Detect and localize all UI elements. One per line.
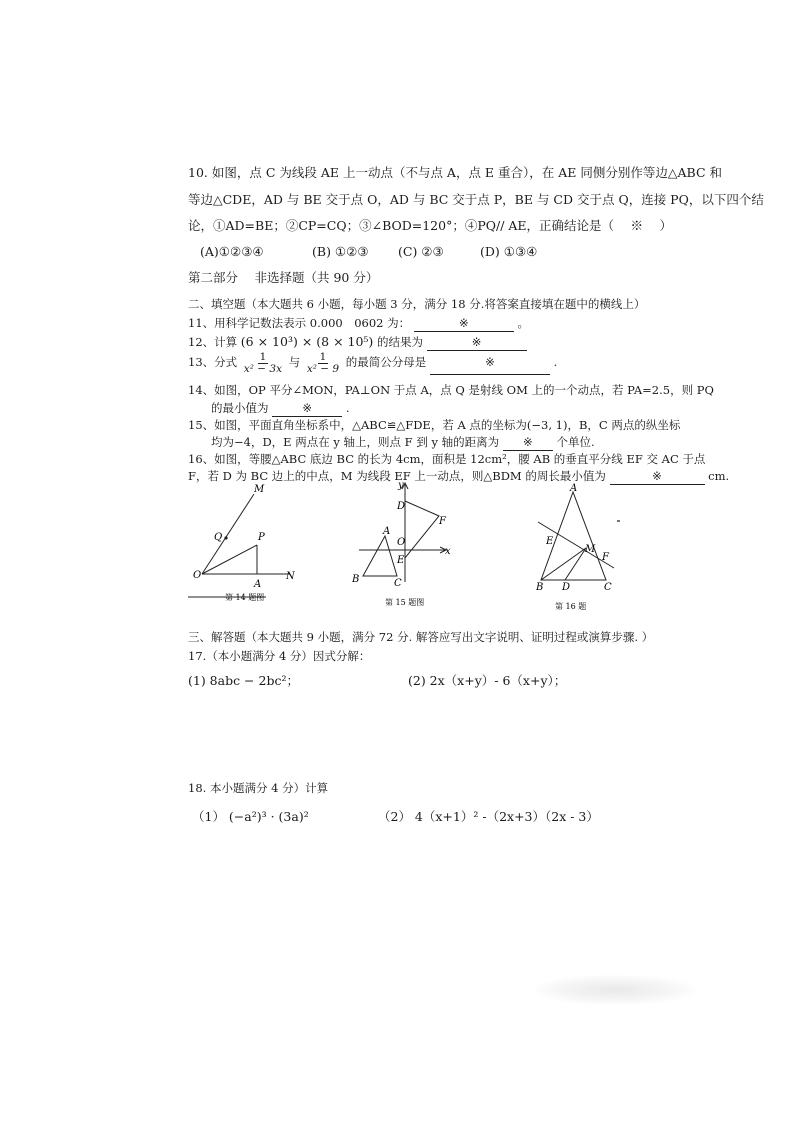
q18-part-1: （1） (−a²)³ · (3a)² [192, 809, 309, 824]
q18-title: 18. 本小题满分 4 分）计算 [188, 781, 329, 795]
q10-line-3: 论，①AD=BE；②CP=CQ；③∠BOD=120°；④PQ// AE，正确结论是（ ※ ） [188, 218, 672, 233]
triangle-abc [363, 536, 397, 576]
point-q [224, 536, 227, 539]
label-a: A [383, 526, 391, 537]
label-f: F [602, 552, 609, 563]
q15-line-1: 15、如图，平面直角坐标系中，△ABC≌△FDE，若 A 点的坐标为(−3, 1)，B，C 两点的纵坐标 [188, 418, 681, 432]
figure-16 [528, 480, 628, 615]
section2-title: 二、填空题（本大题共 6 小题，每小题 3 分，满分 18 分.将答案直接填在题中的横线上） [188, 297, 646, 311]
q17-part-1: (1) 8abc − 2bc²； [188, 673, 299, 688]
q14-end: . [345, 401, 350, 415]
label-o: O [397, 537, 406, 548]
q12-answer-blank[interactable]: ※ [427, 334, 527, 351]
q14-answer-blank[interactable]: ※ [272, 400, 342, 417]
q13-frac2-numerator: 1 [319, 350, 327, 363]
q13-answer-blank[interactable]: ※ [430, 350, 550, 375]
fig14-caption: 第 14 题图 [225, 593, 265, 602]
q17-title: 17.（本小题满分 4 分）因式分解： [188, 649, 371, 663]
section3-title: 三、解答题（本大题共 9 小题，满分 72 分. 解答应写出文字说明、证明过程或演算步骤. ） [188, 630, 654, 644]
q10-option-b[interactable]: (B) ①②③ [312, 244, 369, 259]
q12-expression: (6 × 10³) × (8 × 10⁵) [240, 334, 374, 349]
q14-line-1: 14、如图，OP 平分∠MON，PA⊥ON 于点 A，点 Q 是射线 OM 上的一个动点，若 PA=2.5，则 PQ [188, 383, 714, 397]
label-p: P [258, 532, 265, 543]
fig15-caption: 第 15 题图 [385, 598, 425, 607]
label-a: A [254, 579, 262, 590]
label-m: M [585, 544, 596, 555]
q17-part-2: (2) 2x（x+y）- 6（x+y）； [408, 673, 567, 688]
q13-end: . [553, 355, 558, 369]
label-b: B [536, 582, 544, 593]
q13-suffix: 的最简公分母是 [345, 355, 427, 369]
q10-line-2: 等边△CDE，AD 与 BE 交于点 O，AD 与 BC 交于点 P，BE 与 CD 交于点 Q，连接 PQ，以下四个结 [188, 192, 764, 207]
segment-op [202, 545, 257, 574]
triangle-fde [405, 501, 439, 558]
q14-line-2 [211, 400, 349, 417]
q14-prefix: 的最小值为 [211, 401, 269, 415]
q10-option-c[interactable]: (C) ②③ [398, 244, 444, 259]
scan-smudge [535, 975, 695, 1005]
q13-prefix: 13、分式 [188, 355, 238, 369]
q11-text: 11、用科学记数法表示 0.000 0602 为： [188, 316, 411, 330]
q13-frac1-denominator: x² − 3x [243, 362, 283, 375]
label-f: F [439, 516, 446, 527]
q11 [188, 315, 529, 332]
q13-fraction-1 [242, 352, 284, 375]
q15-end: 个单位. [556, 435, 595, 449]
q13 [188, 350, 557, 375]
label-a: A [570, 483, 578, 494]
figure-14 [188, 480, 308, 602]
label-m: M [254, 484, 265, 495]
segment-dm [565, 548, 586, 580]
stray-mark [617, 520, 620, 522]
label-e: E [546, 536, 554, 547]
label-y: y [398, 480, 404, 491]
label-e: E [397, 555, 405, 566]
q15-prefix: 均为−4，D，E 两点在 y 轴上，则点 F 到 y 轴的距离为 [211, 435, 500, 449]
q11-answer-blank[interactable]: ※ [414, 315, 514, 332]
q10-option-d[interactable]: (D) ①③④ [480, 244, 538, 259]
q10-line-1: 10. 如图，点 C 为线段 AE 上一动点（不与点 A，点 E 重合），在 AE 同侧分别作等边△ABC 和 [188, 165, 722, 180]
q13-mid: 与 [288, 355, 301, 369]
label-d: D [562, 582, 571, 593]
ray-om [202, 494, 254, 574]
q16-end: cm. [708, 469, 730, 483]
q18-part-2: （2） 4（x+1）² -（2x+3）（2x - 3） [378, 809, 599, 824]
label-x: x [445, 546, 451, 557]
part2-title: 第二部分 非选择题（共 90 分） [188, 270, 379, 285]
figure-15 [345, 478, 455, 610]
q12-suffix: 的结果为 [376, 335, 423, 349]
q16-answer-blank[interactable]: ※ [610, 468, 705, 485]
label-d: D [397, 501, 406, 512]
q16-prefix: F，若 D 为 BC 边上的中点，M 为线段 EF 上一动点，则△BDM 的周长最小值为 [188, 469, 606, 483]
q13-frac2-denominator: x² − 9 [306, 362, 340, 375]
q15-answer-blank[interactable]: ※ [503, 434, 553, 451]
q16-line-1: 16、如图，等腰△ABC 底边 BC 的长为 4cm，面积是 12cm²，腰 AB 的垂直平分线 EF 交 AC 于点 [188, 452, 706, 466]
segment-bm [541, 548, 586, 580]
label-c: C [394, 578, 402, 589]
label-b: B [352, 574, 360, 585]
fig16-caption: 第 16 题 [555, 602, 587, 611]
q13-frac1-numerator: 1 [259, 350, 267, 363]
q12-prefix: 12、计算 [188, 335, 238, 349]
label-n: N [286, 571, 295, 582]
label-o: O [193, 570, 202, 581]
q15-line-2 [211, 434, 595, 451]
q10-option-a[interactable]: (A)①②③④ [200, 244, 264, 259]
q11-end: 。 [517, 316, 529, 330]
label-c: C [604, 582, 612, 593]
q12 [188, 334, 527, 351]
label-q: Q [214, 532, 223, 543]
q13-fraction-2 [305, 352, 341, 375]
